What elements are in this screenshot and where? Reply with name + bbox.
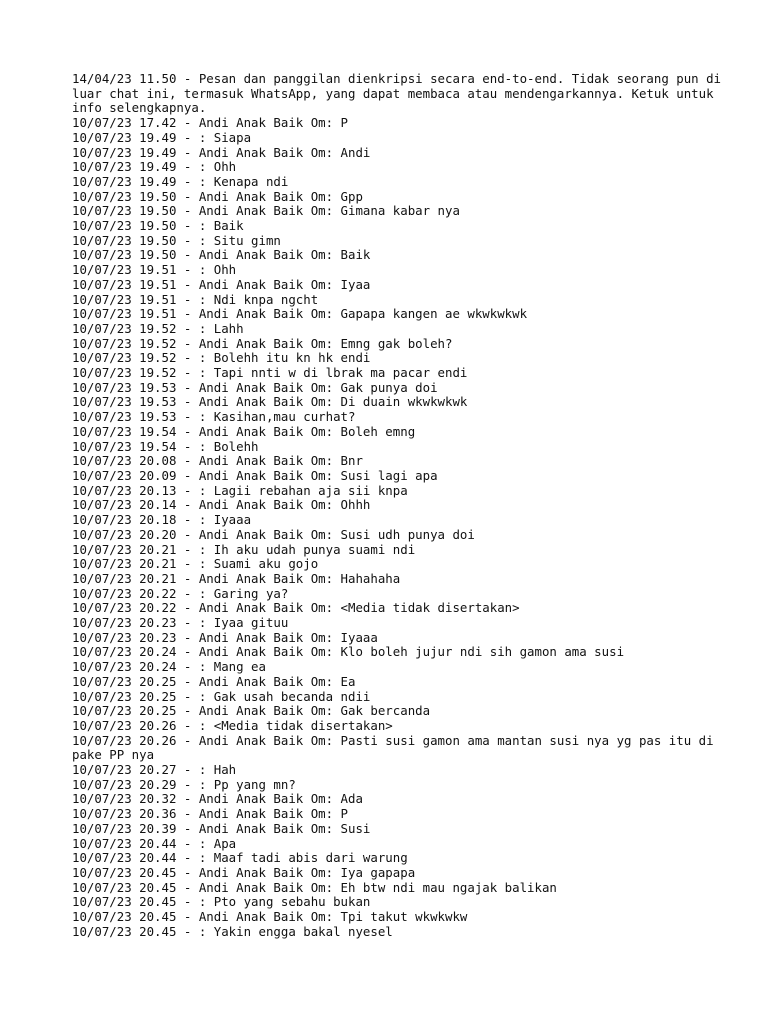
chat-line: 10/07/23 20.20 - Andi Anak Baik Om: Susi udh punya doi xyxy=(72,526,475,542)
chat-line: 10/07/23 20.24 - Andi Anak Baik Om: Klo boleh jujur ndi sih gamon ama susi xyxy=(72,644,625,660)
chat-line: 10/07/23 19.50 - Andi Anak Baik Om: Gpp xyxy=(72,188,363,204)
chat-line: 10/07/23 19.54 - : Bolehh xyxy=(72,438,259,454)
chat-line: 10/07/23 19.53 - : Kasihan,mau curhat? xyxy=(72,409,356,425)
chat-line: 10/07/23 19.53 - Andi Anak Baik Om: Gak punya doi xyxy=(72,379,438,395)
chat-line: 10/07/23 20.45 - Andi Anak Baik Om: Iya gapapa xyxy=(72,864,416,880)
chat-line: 10/07/23 20.45 - Andi Anak Baik Om: Eh btw ndi mau ngajak balikan xyxy=(72,879,557,895)
chat-line: 10/07/23 20.24 - : Mang ea xyxy=(72,659,266,675)
chat-line: 10/07/23 20.25 - Andi Anak Baik Om: Gak bercanda xyxy=(72,703,431,719)
chat-line: 10/07/23 20.23 - : Iyaa gituu xyxy=(72,615,289,631)
chat-line: 10/07/23 20.32 - Andi Anak Baik Om: Ada xyxy=(72,791,363,807)
chat-line: 10/07/23 20.21 - Andi Anak Baik Om: Hahahaha xyxy=(72,570,401,586)
chat-line: 10/07/23 19.51 - Andi Anak Baik Om: Iyaa xyxy=(72,276,371,292)
chat-line: 10/07/23 20.36 - Andi Anak Baik Om: P xyxy=(72,806,349,822)
chat-line: 10/07/23 20.22 - : Garing ya? xyxy=(72,585,289,601)
chat-line: 10/07/23 20.25 - : Gak usah becanda ndii xyxy=(72,688,371,704)
chat-line: 10/07/23 20.21 - : Ih aku udah punya suami ndi xyxy=(72,541,416,557)
chat-line: 10/07/23 20.21 - : Suami aku gojo xyxy=(72,556,319,572)
chat-line: 10/07/23 19.52 - Andi Anak Baik Om: Emng gak boleh? xyxy=(72,335,453,351)
chat-line: 10/07/23 19.54 - Andi Anak Baik Om: Boleh emng xyxy=(72,423,416,439)
chat-line: 10/07/23 19.50 - : Baik xyxy=(72,218,244,234)
chat-line: 10/07/23 19.50 - Andi Anak Baik Om: Gimana kabar nya xyxy=(72,203,460,219)
chat-line: 10/07/23 20.45 - : Yakin engga bakal nyesel xyxy=(72,923,393,939)
chat-line: 10/07/23 20.18 - : Iyaaa xyxy=(72,512,252,528)
chat-line: 10/07/23 19.49 - : Ohh xyxy=(72,159,237,175)
chat-line: 10/07/23 20.08 - Andi Anak Baik Om: Bnr xyxy=(72,453,363,469)
chat-line: 10/07/23 19.51 - Andi Anak Baik Om: Gapapa kangen ae wkwkwkwk xyxy=(72,306,528,322)
chat-line: 10/07/23 20.23 - Andi Anak Baik Om: Iyaaa xyxy=(72,629,378,645)
chat-line: 10/07/23 19.52 - : Bolehh itu kn hk endi xyxy=(72,350,371,366)
chat-line: 10/07/23 19.49 - : Siapa xyxy=(72,129,252,145)
chat-line: 10/07/23 19.49 - : Kenapa ndi xyxy=(72,173,289,189)
chat-line: 10/07/23 20.45 - : Pto yang sebahu bukan xyxy=(72,894,371,910)
chat-export-page xyxy=(72,72,742,939)
chat-line: 10/07/23 20.29 - : Pp yang mn? xyxy=(72,776,296,792)
chat-line: 10/07/23 20.26 - : <Media tidak disertakan> xyxy=(72,717,393,733)
chat-line: 10/07/23 20.25 - Andi Anak Baik Om: Ea xyxy=(72,673,356,689)
chat-line: 10/07/23 20.13 - : Lagii rebahan aja sii knpa xyxy=(72,482,408,498)
chat-line: 14/04/23 11.50 - Pesan dan panggilan dienkripsi secara end-to-end. Tidak seorang pun di luar chat ini, termasuk WhatsApp, yang dapat membaca atau mendengarkannya. Ketuk untuk info selengkapnya. xyxy=(72,71,729,116)
chat-line: 10/07/23 20.14 - Andi Anak Baik Om: Ohhh xyxy=(72,497,371,513)
chat-line: 10/07/23 17.42 - Andi Anak Baik Om: P xyxy=(72,115,349,131)
chat-line: 10/07/23 20.22 - Andi Anak Baik Om: <Media tidak disertakan> xyxy=(72,600,520,616)
chat-line: 10/07/23 19.52 - : Tapi nnti w di lbrak ma pacar endi xyxy=(72,365,468,381)
chat-line: 10/07/23 20.26 - Andi Anak Baik Om: Pasti susi gamon ama mantan susi nya yg pas itu di pake PP nya xyxy=(72,732,722,763)
chat-line: 10/07/23 20.27 - : Hah xyxy=(72,762,237,778)
chat-line: 10/07/23 19.50 - Andi Anak Baik Om: Baik xyxy=(72,247,371,263)
chat-line: 10/07/23 19.53 - Andi Anak Baik Om: Di duain wkwkwkwk xyxy=(72,394,468,410)
chat-line: 10/07/23 20.44 - : Apa xyxy=(72,835,237,851)
chat-line: 10/07/23 19.52 - : Lahh xyxy=(72,320,244,336)
chat-line: 10/07/23 20.45 - Andi Anak Baik Om: Tpi takut wkwkwkw xyxy=(72,909,468,925)
chat-line: 10/07/23 20.39 - Andi Anak Baik Om: Susi xyxy=(72,820,371,836)
chat-line: 10/07/23 19.50 - : Situ gimn xyxy=(72,232,281,248)
chat-line: 10/07/23 19.51 - : Ohh xyxy=(72,262,237,278)
chat-line: 10/07/23 19.49 - Andi Anak Baik Om: Andi xyxy=(72,144,371,160)
chat-line: 10/07/23 19.51 - : Ndi knpa ngcht xyxy=(72,291,319,307)
chat-line: 10/07/23 20.44 - : Maaf tadi abis dari warung xyxy=(72,850,408,866)
chat-line: 10/07/23 20.09 - Andi Anak Baik Om: Susi lagi apa xyxy=(72,467,438,483)
